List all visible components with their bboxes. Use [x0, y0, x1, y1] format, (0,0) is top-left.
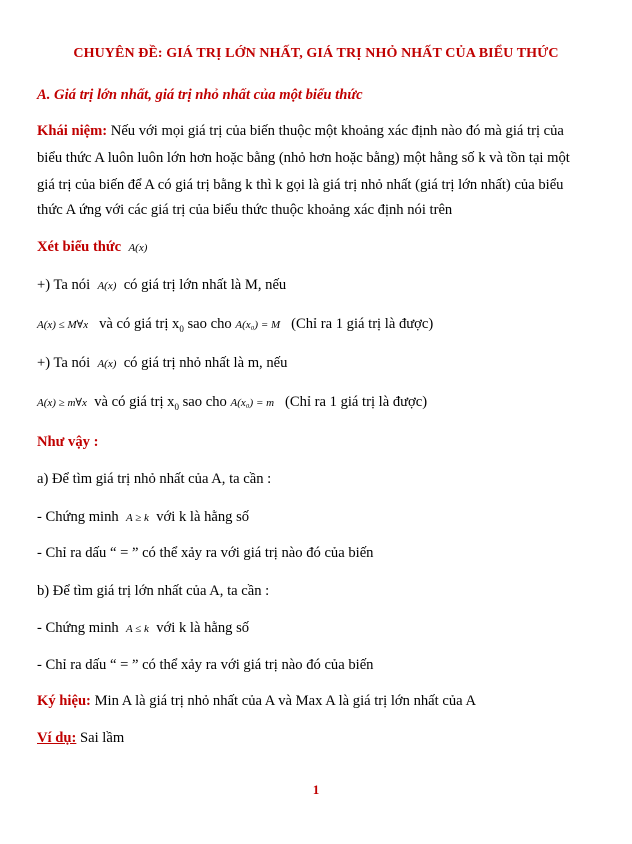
notation-line [37, 692, 476, 710]
part-a-step-2: - Chỉ ra dấu “ = ” có thể xảy ra với giá trị nào đó của biến [37, 545, 374, 561]
min-intro-prefix: +) Ta nói [37, 355, 94, 371]
consider-line [37, 238, 147, 257]
part-a-heading: a) Để tìm giá trị nhỏ nhất của A, ta cần : [37, 471, 272, 487]
thus-heading: Như vậy : [37, 434, 99, 450]
example-text: Sai lầm [76, 730, 125, 746]
min-cond-mid-b: sao cho [178, 394, 231, 410]
notation-label: Ký hiệu: [37, 693, 91, 709]
part-a-step1-prefix: - Chứng minh [37, 509, 123, 525]
max-intro-expr: A(x) [97, 280, 117, 292]
notation-text: Min A là giá trị nhỏ nhất của A và Max A là giá trị lớn nhất của A [90, 693, 476, 709]
max-cond-sub: 0 [179, 323, 184, 334]
min-cond-expr2: A(x₀) = m [230, 397, 275, 409]
min-intro-suffix: có giá trị nhỏ nhất là m, nếu [120, 355, 288, 371]
max-intro-suffix: có giá trị lớn nhất là M, nếu [120, 277, 287, 293]
concept-line-1 [37, 122, 564, 140]
min-cond-sub: 0 [174, 401, 179, 412]
min-intro-line [37, 354, 287, 373]
min-cond-expr1: A(x) ≥ m∀x [37, 397, 87, 409]
part-b-step1-suffix: với k là hằng số [152, 620, 250, 636]
concept-line-3: giá trị của biến để A có giá trị bằng k thì k gọi là giá trị nhỏ nhất (giá trị lớn nhất) của biểu [37, 177, 564, 193]
max-cond-note: (Chỉ ra 1 giá trị là được) [291, 316, 434, 332]
part-b-step-2: - Chỉ ra dấu “ = ” có thể xảy ra với giá trị nào đó của biến [37, 657, 374, 673]
part-a-step1-suffix: với k là hằng số [152, 509, 250, 525]
max-condition-line [37, 315, 433, 338]
part-a-step-1 [37, 508, 249, 527]
document-title: CHUYÊN ĐỀ: GIÁ TRỊ LỚN NHẤT, GIÁ TRỊ NHỎ NHẤT CỦA BIỂU THỨC [73, 46, 559, 61]
min-intro-expr: A(x) [97, 358, 117, 370]
example-label: Ví dụ: [37, 730, 77, 746]
max-cond-mid-a: và có giá trị x [99, 316, 180, 332]
max-cond-expr2: A(x₀) = M [235, 319, 281, 331]
min-cond-note: (Chỉ ra 1 giá trị là được) [285, 394, 428, 410]
consider-expr: A(x) [128, 242, 148, 254]
part-b-step1-prefix: - Chứng minh [37, 620, 123, 636]
max-intro-line [37, 276, 286, 295]
part-b-heading: b) Để tìm giá trị lớn nhất của A, ta cần : [37, 583, 270, 599]
consider-label: Xét biểu thức [37, 239, 122, 255]
concept-line-4: thức A ứng với các giá trị của biểu thức thuộc khoảng xác định nói trên [37, 202, 453, 218]
max-intro-prefix: +) Ta nói [37, 277, 94, 293]
max-cond-mid-b: sao cho [183, 316, 236, 332]
min-condition-line [37, 393, 427, 416]
example-line [37, 729, 124, 747]
max-cond-expr1: A(x) ≤ M∀x [37, 319, 89, 331]
min-cond-mid-a: và có giá trị x [94, 394, 175, 410]
page-number: 1 [312, 782, 320, 797]
section-a-heading: A. Giá trị lớn nhất, giá trị nhỏ nhất của một biểu thức [37, 87, 363, 103]
part-a-step1-expr: A ≥ k [126, 512, 149, 524]
part-b-step-1 [37, 619, 249, 638]
concept-text-1: Nếu với mọi giá trị của biến thuộc một khoảng xác định nào đó mà giá trị của [107, 123, 564, 139]
part-b-step1-expr: A ≤ k [126, 623, 149, 635]
concept-label: Khái niệm: [37, 123, 108, 139]
concept-line-2: biểu thức A luôn luôn lớn hơn hoặc bằng (nhỏ hơn hoặc bằng) một hằng số k và tồn tại một [37, 150, 570, 166]
